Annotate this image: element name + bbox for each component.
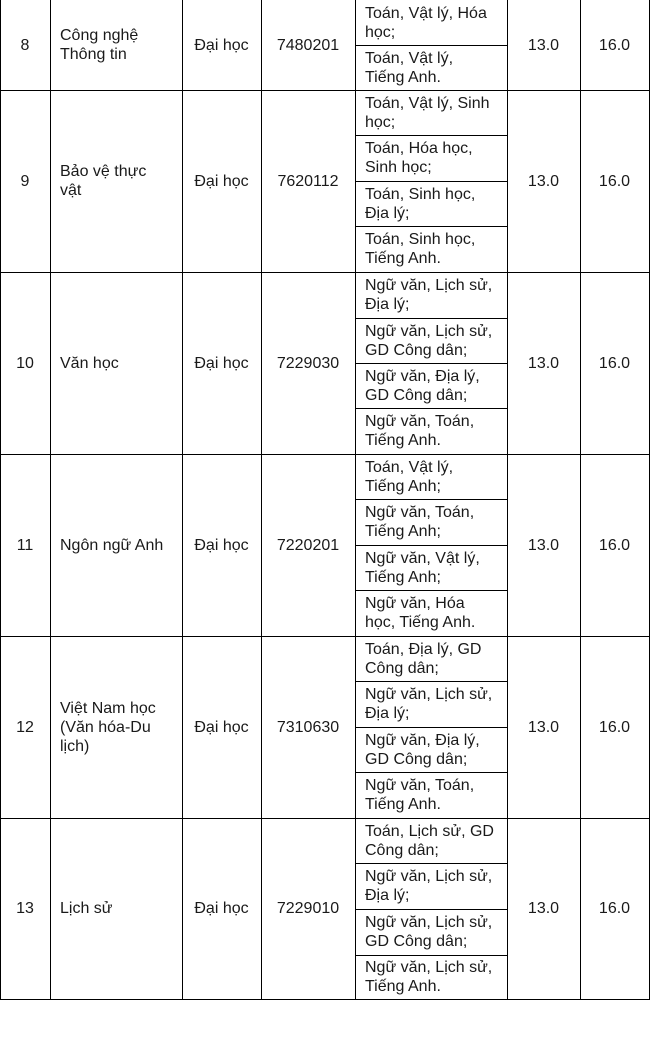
subject-combination: Ngữ văn, Địa lý, GD Công dân;: [365, 368, 480, 404]
combo-rule: [355, 499, 508, 500]
row-rule: [0, 636, 650, 637]
score-1: 13.0: [527, 719, 560, 736]
subject-combination: Ngữ văn, Lịch sử, Tiếng Anh.: [365, 959, 493, 995]
subject-combination: Ngữ văn, Lịch sử, Địa lý;: [365, 277, 493, 313]
combo-rule: [355, 909, 508, 910]
combo-rule: [355, 772, 508, 773]
subject-combination: Ngữ văn, Địa lý, GD Công dân;: [365, 732, 480, 768]
subject-combination: Toán, Vật lý, Hóa học;: [365, 5, 487, 41]
score-2: 16.0: [598, 173, 631, 190]
program-name: Ngôn ngữ Anh: [60, 537, 164, 554]
combo-rule: [355, 955, 508, 956]
column-rule: [580, 0, 581, 1000]
program-name: Công nghệ Thông tin: [60, 27, 139, 63]
column-rule: [649, 0, 650, 1000]
score-2: 16.0: [598, 719, 631, 736]
score-1: 13.0: [527, 355, 560, 372]
subject-combination: Toán, Địa lý, GD Công dân;: [365, 641, 482, 677]
subject-combination: Toán, Hóa học, Sinh học;: [365, 140, 473, 176]
row-rule: [0, 90, 650, 91]
row-number: 13: [16, 900, 34, 917]
subject-combination: Toán, Vật lý, Tiếng Anh.: [365, 50, 454, 86]
program-name: Bảo vệ thực vật: [60, 163, 147, 199]
program-code: 7480201: [276, 37, 340, 54]
row-rule: [0, 818, 650, 819]
program-code: 7220201: [276, 537, 340, 554]
program-code: 7620112: [277, 173, 339, 190]
degree-level: Đại học: [194, 355, 249, 372]
combo-rule: [355, 681, 508, 682]
row-number: 11: [16, 537, 34, 554]
program-code: 7229030: [276, 355, 340, 372]
combo-rule: [355, 226, 508, 227]
score-2: 16.0: [598, 900, 631, 917]
column-rule: [355, 0, 356, 1000]
program-name: Việt Nam học (Văn hóa-Du lịch): [60, 700, 156, 755]
column-rule: [507, 0, 508, 1000]
combo-rule: [355, 408, 508, 409]
subject-combination: Toán, Vật lý, Sinh học;: [365, 95, 490, 131]
subject-combination: Ngữ văn, Lịch sử, Địa lý;: [365, 686, 493, 722]
column-rule: [0, 0, 1, 1000]
combo-rule: [355, 135, 508, 136]
subject-combination: Ngữ văn, Toán, Tiếng Anh.: [365, 777, 475, 813]
row-number: 10: [16, 355, 34, 372]
degree-level: Đại học: [194, 719, 249, 736]
column-rule: [50, 0, 51, 1000]
row-number: 8: [20, 37, 30, 54]
score-1: 13.0: [527, 537, 560, 554]
score-2: 16.0: [598, 355, 631, 372]
subject-combination: Ngữ văn, Toán, Tiếng Anh;: [365, 504, 475, 540]
combo-rule: [355, 181, 508, 182]
combo-rule: [355, 545, 508, 546]
program-name: Lịch sử: [60, 900, 113, 917]
row-number: 9: [20, 173, 30, 190]
score-2: 16.0: [598, 37, 631, 54]
degree-level: Đại học: [194, 37, 249, 54]
row-rule: [0, 454, 650, 455]
subject-combination: Ngữ văn, Hóa học, Tiếng Anh.: [365, 595, 476, 631]
column-rule: [182, 0, 183, 1000]
degree-level: Đại học: [194, 173, 249, 190]
score-1: 13.0: [527, 37, 560, 54]
subject-combination: Toán, Sinh học, Tiếng Anh.: [365, 231, 476, 267]
score-2: 16.0: [598, 537, 631, 554]
program-name: Văn học: [60, 355, 119, 372]
subject-combination: Ngữ văn, Lịch sử, Địa lý;: [365, 868, 493, 904]
combo-rule: [355, 363, 508, 364]
row-rule: [0, 272, 650, 273]
combo-rule: [355, 727, 508, 728]
combo-rule: [355, 318, 508, 319]
combo-rule: [355, 45, 508, 46]
program-code: 7229010: [276, 900, 340, 917]
subject-combination: Ngữ văn, Vật lý, Tiếng Anh;: [365, 550, 480, 586]
subject-combination: Toán, Vật lý, Tiếng Anh;: [365, 459, 454, 495]
subject-combination: Toán, Lịch sử, GD Công dân;: [365, 823, 494, 859]
degree-level: Đại học: [194, 537, 249, 554]
row-rule: [0, 999, 650, 1000]
subject-combination: Toán, Sinh học, Địa lý;: [365, 186, 476, 222]
column-rule: [261, 0, 262, 1000]
subject-combination: Ngữ văn, Toán, Tiếng Anh.: [365, 413, 475, 449]
subject-combination: Ngữ văn, Lịch sử, GD Công dân;: [365, 914, 493, 950]
score-1: 13.0: [527, 173, 560, 190]
row-number: 12: [16, 719, 34, 736]
subject-combination: Ngữ văn, Lịch sử, GD Công dân;: [365, 323, 493, 359]
program-code: 7310630: [276, 719, 340, 736]
score-1: 13.0: [527, 900, 560, 917]
combo-rule: [355, 863, 508, 864]
degree-level: Đại học: [194, 900, 249, 917]
combo-rule: [355, 590, 508, 591]
